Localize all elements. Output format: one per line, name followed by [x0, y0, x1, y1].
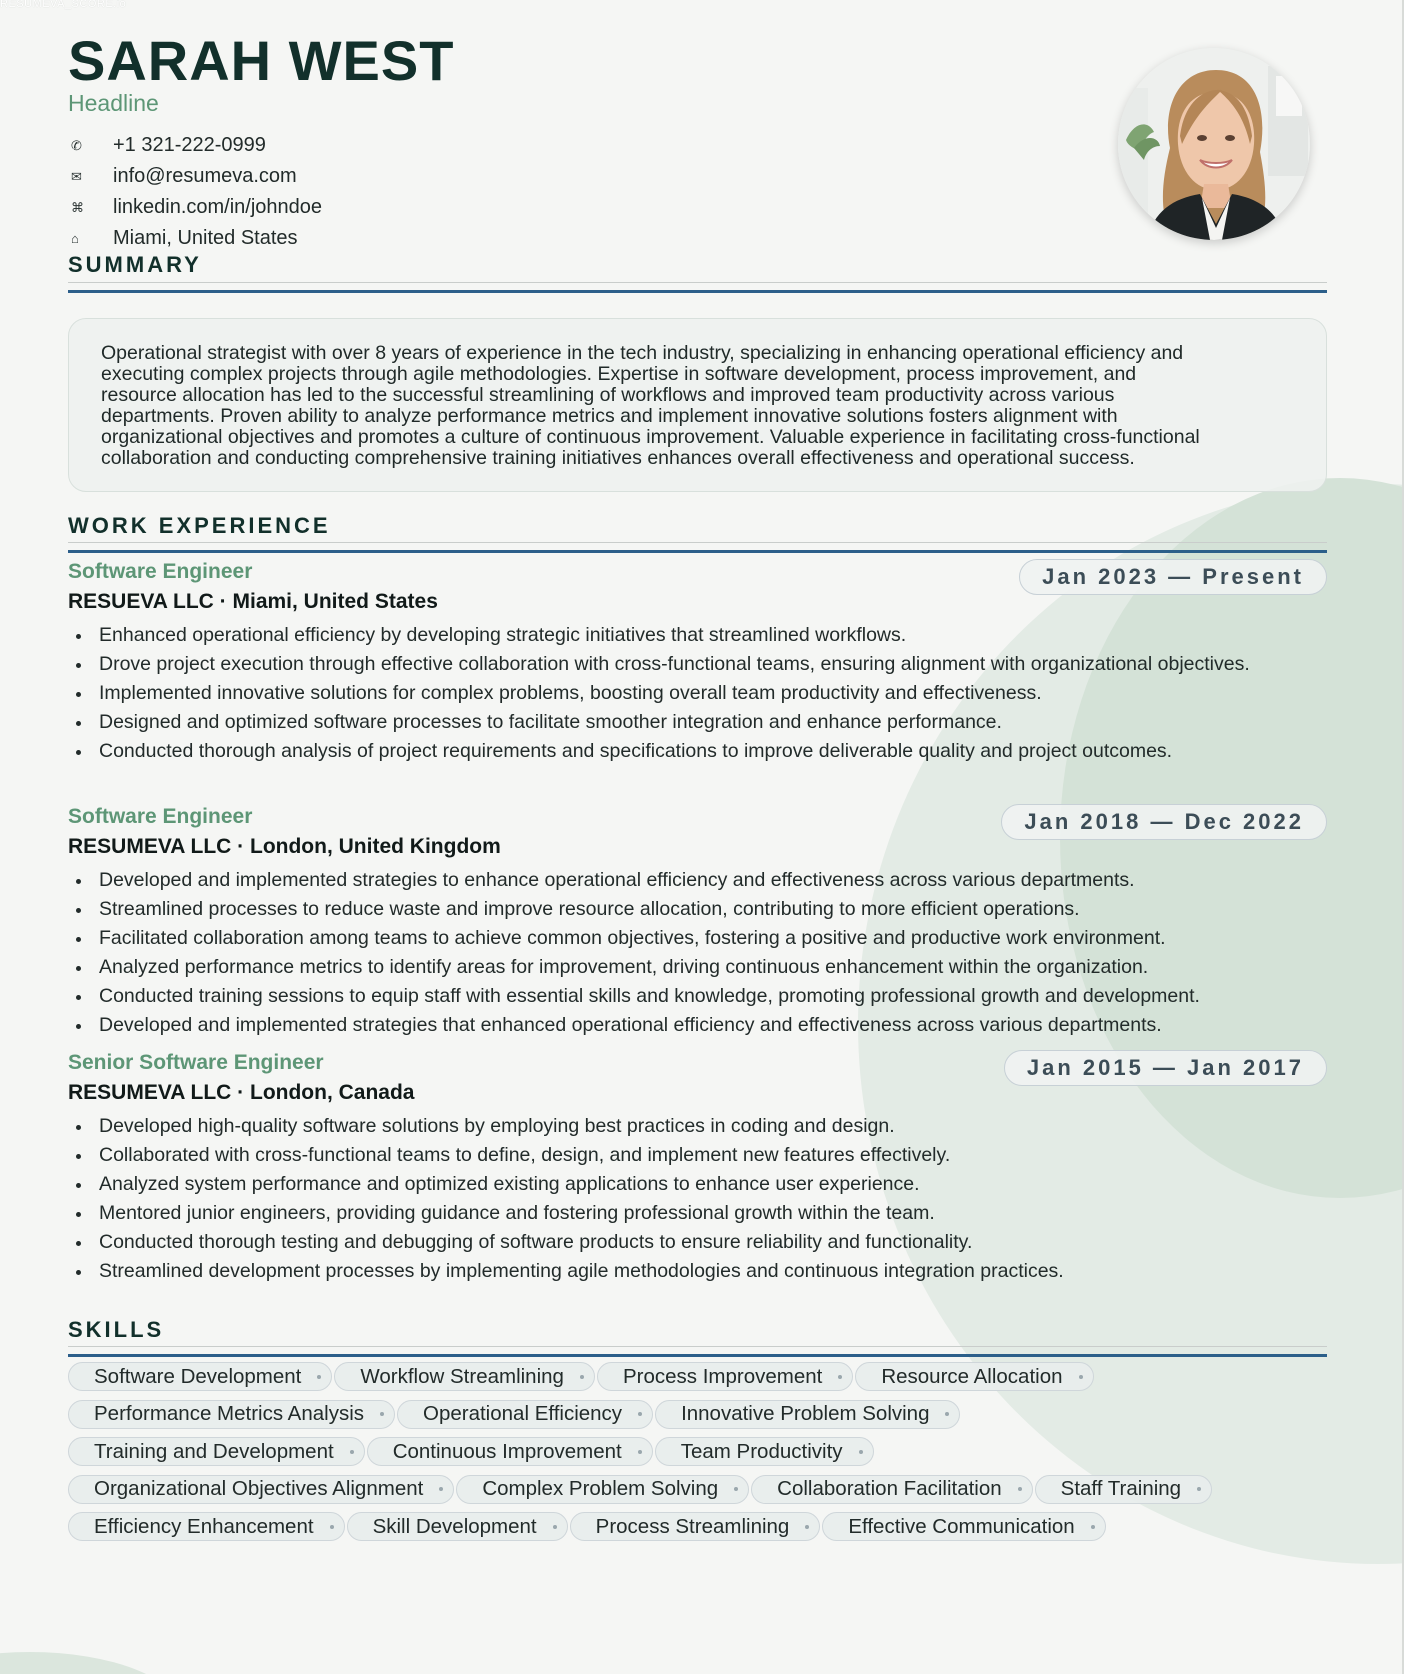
skill-chip	[456, 1475, 749, 1504]
skill-chip	[822, 1512, 1105, 1541]
skill-row	[68, 1400, 1327, 1438]
mail-icon: ✉	[71, 168, 82, 184]
dot-icon	[553, 1525, 557, 1529]
contact-list	[68, 130, 322, 254]
skill-chip	[570, 1512, 821, 1541]
job-company: RESUEVA LLC · Miami, United States	[68, 590, 438, 613]
skill-chip	[751, 1475, 1032, 1504]
phone-icon: ✆	[71, 137, 82, 153]
job-title: Software Engineer	[68, 560, 253, 583]
summary-line: departments. Proven ability to analyze performance metrics and implement innovative solutions fosters alignment with	[101, 405, 1118, 427]
summary-line: executing complex projects through agile methodologies. Expertise in software development, process improvement, and	[101, 363, 1137, 385]
profile-photo-illustration	[1118, 48, 1310, 240]
skill-label: Process Improvement	[622, 1364, 823, 1388]
job-bullet: Developed and implemented strategies that enhanced operational efficiency and effectiveness across various departments.	[68, 1011, 1327, 1040]
job-bullet: Analyzed performance metrics to identify areas for improvement, driving continuous enhancement within the organization.	[68, 953, 1327, 982]
skill-label: Software Development	[94, 1364, 302, 1388]
job-bullet: Mentored junior engineers, providing guidance and fostering professional growth within the team.	[68, 1199, 1327, 1228]
contact-linkedin[interactable]	[68, 192, 322, 223]
summary-box	[68, 318, 1327, 492]
skill-chip	[655, 1400, 960, 1429]
contact-phone	[68, 130, 322, 161]
job-bullet: Drove project execution through effective collaboration with cross-functional teams, ensuring alignment with organizational objectives.	[68, 650, 1327, 679]
job-bullets	[68, 621, 1327, 766]
skill-label: Innovative Problem Solving	[681, 1402, 930, 1425]
job-bullet: Conducted training sessions to equip staff with essential skills and knowledge, promoting professional growth and development.	[68, 982, 1327, 1011]
skills-list	[68, 1362, 1327, 1550]
skill-chip	[68, 1512, 345, 1541]
dot-icon	[838, 1375, 842, 1379]
job-entry	[68, 802, 1327, 1040]
contact-phone-text: +1 321-222-0999	[113, 134, 266, 156]
skill-chip	[68, 1475, 454, 1504]
job-date-badge: Jan 2018 — Dec 2022	[1001, 804, 1327, 840]
skill-label: Training and Development	[94, 1439, 334, 1463]
dot-icon	[945, 1412, 949, 1416]
skill-label: Effective Communication	[848, 1514, 1075, 1538]
dot-icon	[805, 1525, 809, 1529]
dot-icon	[734, 1487, 738, 1491]
skills-rule-thin	[68, 1346, 1327, 1347]
contact-linkedin-text[interactable]: linkedin.com/in/johndoe	[113, 196, 323, 218]
dot-icon	[439, 1487, 443, 1491]
experience-rule-thin	[68, 542, 1327, 543]
summary-heading: SUMMARY	[68, 252, 202, 277]
summary-line: organizational objectives and promotes a culture of continuous improvement. Valuable experience in facilitating cross-functional	[101, 426, 1200, 448]
experience-rule-thick	[68, 550, 1327, 553]
dot-icon	[580, 1375, 584, 1379]
skill-chip	[397, 1400, 653, 1429]
dot-icon	[317, 1375, 321, 1379]
job-bullet: Collaborated with cross-functional teams to define, design, and implement new features effectively.	[68, 1141, 1327, 1170]
job-title: Senior Software Engineer	[68, 1051, 324, 1074]
skill-chip	[855, 1362, 1093, 1391]
contact-email[interactable]	[68, 161, 322, 192]
contact-email-text[interactable]: info@resumeva.com	[113, 165, 297, 187]
dot-icon	[330, 1525, 334, 1529]
skill-label: Collaboration Facilitation	[777, 1477, 1002, 1500]
dot-icon	[638, 1450, 642, 1454]
skill-chip	[655, 1437, 874, 1466]
skill-chip	[68, 1400, 395, 1429]
candidate-name: SARAH WEST	[68, 29, 455, 92]
job-bullet: Conducted thorough testing and debugging of software products to ensure reliability and functionality.	[68, 1228, 1327, 1257]
job-bullets	[68, 866, 1327, 1040]
dot-icon	[1197, 1487, 1201, 1491]
dot-icon	[1018, 1487, 1022, 1491]
skill-label: Resource Allocation	[881, 1364, 1063, 1388]
skill-chip	[1035, 1475, 1212, 1504]
skill-label: Process Streamlining	[595, 1514, 790, 1538]
job-date-badge: Jan 2015 — Jan 2017	[1004, 1050, 1327, 1086]
job-bullet: Developed high-quality software solutions by employing best practices in coding and design.	[68, 1112, 1327, 1141]
dot-icon	[380, 1412, 384, 1416]
skill-label: Workflow Streamlining	[360, 1364, 564, 1388]
dot-icon	[1079, 1375, 1083, 1379]
job-date-badge: Jan 2023 — Present	[1019, 559, 1327, 595]
skill-label: Staff Training	[1060, 1477, 1182, 1500]
summary-rule-thin	[68, 282, 1327, 283]
watermark-text: RESUMEVA_SCORE.io	[0, 0, 127, 10]
skill-label: Complex Problem Solving	[482, 1477, 719, 1500]
skill-label: Operational Efficiency	[423, 1402, 623, 1425]
skill-row	[68, 1475, 1327, 1513]
job-entry	[68, 1048, 1327, 1286]
skill-row	[68, 1437, 1327, 1475]
summary-line: collaboration and conducting comprehensive training initiatives enhances overall effectiveness and operational success.	[101, 447, 1135, 469]
skill-label: Skill Development	[372, 1514, 537, 1538]
link-icon: ⌘	[71, 199, 84, 215]
contact-location	[68, 223, 322, 254]
job-bullets	[68, 1112, 1327, 1286]
job-bullet: Facilitated collaboration among teams to achieve common objectives, fostering a positive and productive work environment.	[68, 924, 1327, 953]
skill-chip	[334, 1362, 595, 1391]
skill-chip	[347, 1512, 568, 1541]
job-bullet: Streamlined processes to reduce waste and improve resource allocation, contributing to more efficient operations.	[68, 895, 1327, 924]
summary-line: Operational strategist with over 8 years of experience in the tech industry, specializing in enhancing operational efficiency and	[101, 342, 1184, 364]
dot-icon	[638, 1412, 642, 1416]
skill-chip	[367, 1437, 653, 1466]
skill-row	[68, 1362, 1327, 1400]
dot-icon	[350, 1450, 354, 1454]
skill-label: Performance Metrics Analysis	[94, 1402, 365, 1425]
dot-icon	[1091, 1525, 1095, 1529]
job-bullet: Designed and optimized software processes to facilitate smoother integration and enhance performance.	[68, 708, 1327, 737]
skill-chip	[68, 1362, 332, 1391]
job-title: Software Engineer	[68, 805, 253, 828]
skills-rule-thick	[68, 1354, 1327, 1357]
decorative-circle-bottom	[0, 1652, 180, 1674]
contact-location-text: Miami, United States	[113, 227, 298, 249]
job-bullet: Conducted thorough analysis of project requirements and specifications to improve deliverable quality and project outcomes.	[68, 737, 1327, 766]
job-bullet: Developed and implemented strategies to enhance operational efficiency and effectiveness across various departments.	[68, 866, 1327, 895]
job-company: RESUMEVA LLC · London, United Kingdom	[68, 835, 501, 858]
candidate-headline: Headline	[68, 90, 159, 116]
job-company: RESUMEVA LLC · London, Canada	[68, 1081, 415, 1104]
job-bullet: Analyzed system performance and optimized existing applications to enhance user experience.	[68, 1170, 1327, 1199]
job-bullet: Implemented innovative solutions for complex problems, boosting overall team productivity and effectiveness.	[68, 679, 1327, 708]
skill-label: Continuous Improvement	[392, 1439, 622, 1463]
summary-line: resource allocation has led to the successful streamlining of workflows and improved team productivity across various	[101, 384, 1115, 406]
skill-label: Efficiency Enhancement	[94, 1514, 314, 1538]
home-icon: ⌂	[71, 231, 79, 246]
skill-row	[68, 1512, 1327, 1550]
profile-photo	[1118, 48, 1310, 240]
job-entry	[68, 557, 1327, 766]
dot-icon	[859, 1450, 863, 1454]
skill-label: Organizational Objectives Alignment	[94, 1477, 424, 1500]
experience-heading: WORK EXPERIENCE	[68, 513, 331, 538]
skill-chip	[68, 1437, 365, 1466]
skill-chip	[597, 1362, 853, 1391]
summary-rule-thick	[68, 290, 1327, 293]
skills-heading: SKILLS	[68, 1317, 165, 1342]
job-bullet: Streamlined development processes by implementing agile methodologies and continuous integration practices.	[68, 1257, 1327, 1286]
skill-label: Team Productivity	[680, 1439, 843, 1463]
job-bullet: Enhanced operational efficiency by developing strategic initiatives that streamlined workflows.	[68, 621, 1327, 650]
